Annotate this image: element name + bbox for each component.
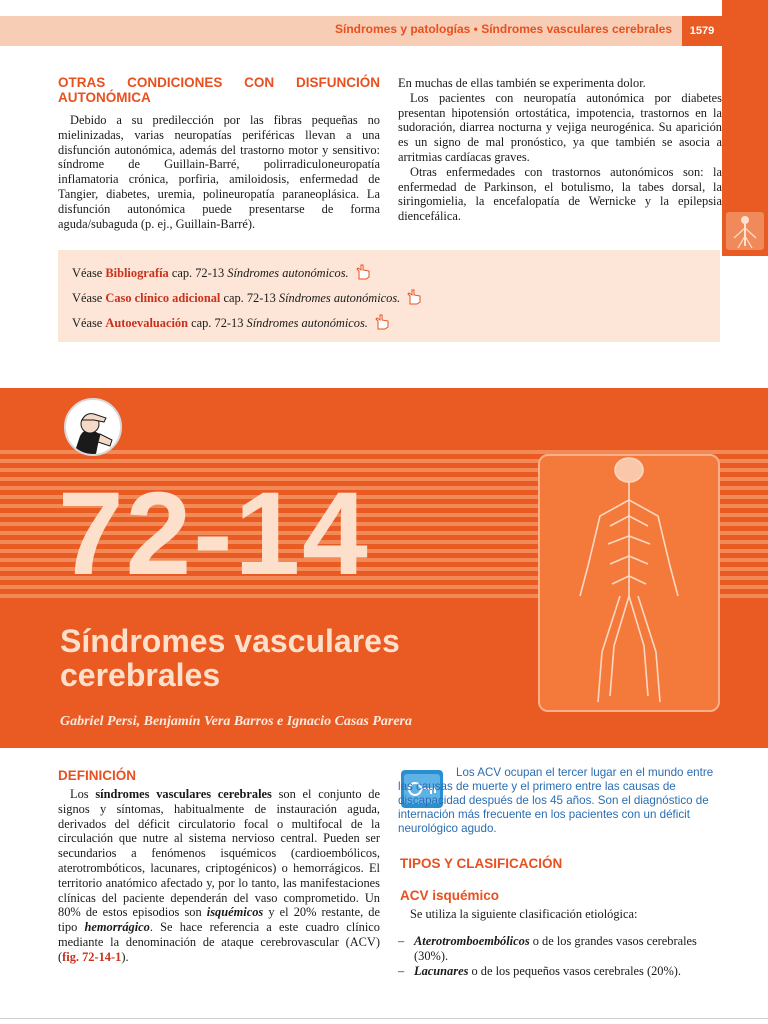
list-dash: – [398,963,405,978]
see-also-chapter: cap. 72-13 [223,291,276,305]
nervous-system-thumbnail-icon [726,212,764,250]
list-item [398,964,722,979]
chapter-number: 72-14 [58,468,370,600]
see-also-clinical-case [72,289,423,306]
see-also-self-assessment [72,314,391,331]
list-term: Aterotromboembólicos [414,934,530,948]
pointing-hand-icon[interactable] [405,289,423,305]
list-term: Lacunares [414,963,469,978]
paragraph: Los pacientes con neuropatía autonómica por diabetes presentan hipotensión ortostática, impotencia, trastornos en la sudoración, diarrea nocturna y vejiga neurogénica. Su aparición es un signo de mal pronóstico, ya que también se asocia a arritmias cardíacas graves. [398,90,722,164]
text: son el conjunto de signos y síntomas, habitualmente de instauración aguda, derivados del déficit circulatorio focal o multifocal de la circulación que nutre al sistema nervioso central. Pueden ser secundarios a fenómenos isquémicos (cardioembólicos, aterotrombóticos, lacunares, criptogénicos) o hemorrágicos. El territorio anatómico afectado y, por lo tanto, las manifestaciones clínicas del paciente dependerán del vaso comprometido. Un 80% de estos episodios son [58,787,380,920]
top-left-column [58,75,380,231]
definition-column [58,768,380,965]
figure-link[interactable]: fig. 72-14-1 [62,949,122,964]
see-also-prefix: Véase [72,291,103,305]
pointing-hand-icon[interactable] [373,314,391,330]
list-dash: – [398,934,405,948]
classification-intro: Se utiliza la siguiente clasificación etiológica: [410,907,638,921]
see-also-box [58,250,720,342]
see-also-ref: Síndromes autonómicos. [246,316,368,330]
text: . Se hace referencia a este cuadro clínico mediante la denominación de ataque cerebrovascular (ACV) ( [58,920,381,964]
text: Los [70,787,96,801]
paragraph: Debido a su predilección por las fibras pequeñas no mielinizadas, varias neuropatías periféricas llevan a una disfunción autonómica, además del trastorno motor y sensitivo: síndrome de Guillain-Barré, polirradiculoneuropatía inflamatoria crónica, porfiria, amiloidosis, enfermedad de Tangier, diabetes, uremia, polineuropatía paraneoplásica. La disfunción autonómica puede presentarse de forma aguda/subaguda (p. ej., Guillain-Barré). [58,113,380,231]
types-heading: TIPOS Y CLASIFICACIÓN [400,856,563,871]
bold-term: isquémicos [206,905,264,920]
list-text: o de los pequeños vasos cerebrales (20%). [468,963,682,978]
see-also-chapter: cap. 72-13 [191,316,244,330]
section-heading: OTRAS CONDICIONES CON DISFUNCIÓN AUTONÓMICA [58,75,380,105]
see-also-bibliography [72,264,372,281]
see-also-chapter: cap. 72-13 [171,266,225,280]
nervous-system-illustration [538,454,720,712]
bibliography-link[interactable]: Bibliografía [105,266,169,280]
page-number: 1579 [682,16,722,46]
see-also-prefix: Véase [72,316,103,330]
paragraph: En muchas de ellas también se experimenta dolor. [398,76,646,90]
see-also-ref: Síndromes autonómicos. [227,266,349,280]
pointing-hand-icon[interactable] [354,264,372,280]
running-title: Síndromes y patologías • Síndromes vasculares cerebrales [334,22,672,36]
page-bottom-rule [0,1018,768,1019]
chapter-banner [0,388,768,748]
text: ). [121,949,129,964]
self-assessment-link[interactable]: Autoevaluación [105,316,188,330]
definition-heading: DEFINICIÓN [58,768,137,783]
chapter-authors: Gabriel Persi, Benjamín Vera Barros e Ignacio Casas Parera [60,714,412,729]
chapter-title: Síndromes vasculares cerebrales [60,623,400,693]
top-right-column [398,76,722,224]
bold-term: hemorrágico [84,920,150,935]
clinical-case-link[interactable]: Caso clínico adicional [105,291,221,305]
key-note: Los ACV ocupan el tercer lugar en el mundo entre las causas de muerte y el primero entre las causas de discapacidad después de los 45 años. Son el diagnóstico de internación más frecuente en los pacientes con un déficit neurológico agudo. [398,766,714,835]
classification-list [398,934,722,978]
see-also-prefix: Véase [72,266,103,280]
bold-term: síndromes vasculares cerebrales [95,787,272,801]
ischemic-subheading: ACV isquémico [400,888,500,903]
list-item [398,934,722,964]
see-also-ref: Síndromes autonómicos. [278,291,401,305]
headache-patient-icon [64,398,122,456]
definition-paragraph [58,787,380,965]
text: y el 20% restante, de tipo [58,905,380,935]
paragraph: Otras enfermedades con trastornos autonómicos son: la enfermedad de Parkinson, el botulismo, la tabes dorsal, la siringomielia, la encefalopatía de Wernicke y la epilepsia diencefálica. [398,164,722,224]
list-text: o de los grandes vasos cerebrales (30%). [414,934,697,963]
